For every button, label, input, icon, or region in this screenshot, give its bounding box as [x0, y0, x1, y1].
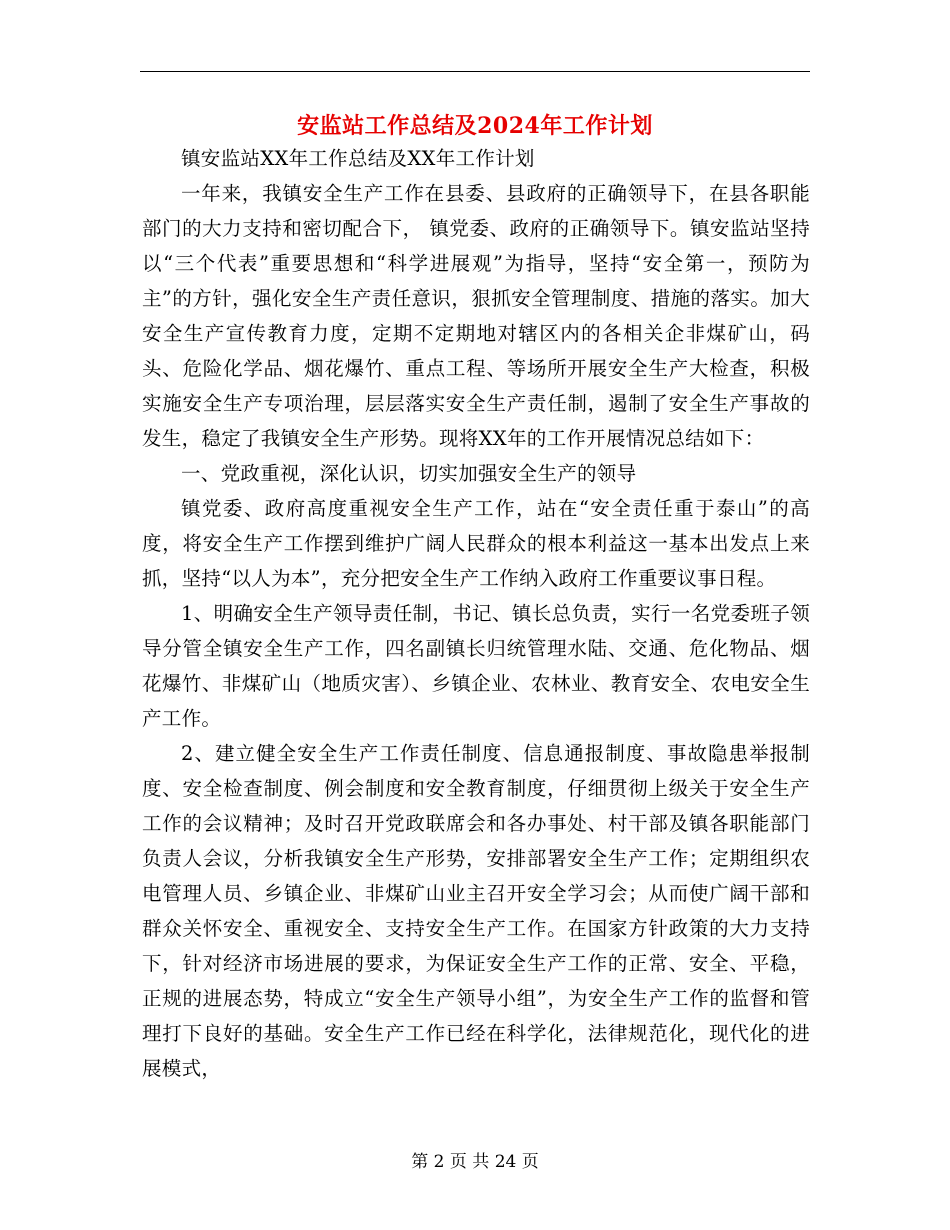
- header-rule: [140, 71, 810, 72]
- paragraph-item-2: 2、建立健全安全生产工作责任制度、信息通报制度、事故隐患举报制度、安全检查制度、例会制度和安全教育制度，仔细贯彻上级关于安全生产工作的会议精神；及时召开党政联席会和各办事处、村干部及镇各职能部门负责人会议，分析我镇安全生产形势，安排部署安全生产工作；定期组织农电管理人员、乡镇企业、非煤矿山业主召开安全学习会；从而使广阔干部和群众关怀安全、重视安全、支持安全生产工作。在国家方针政策的大力支持下，针对经济市场进展的要求，为保证安全生产工作的正常、安全、平稳，正规的进展态势，特成立“安全生产领导小组”，为安全生产工作的监督和管理打下良好的基础。安全生产工作已经在科学化，法律规范化，现代化的进展模式，: [142, 742, 810, 1080]
- paragraph-intro: 一年来，我镇安全生产工作在县委、县政府的正确领导下，在县各职能部门的大力支持和密切配合下， 镇党委、政府的正确领导下。镇安监站坚持以“三个代表”重要思想和“科学进展观”为指导，坚持“安全第一，预防为主”的方针，强化安全生产责任意识，狠抓安全管理制度、措施的落实。加大安全生产宣传教育力度，定期不定期地对辖区内的各相关企非煤矿山，码头、危险化学品、烟花爆竹、重点工程、等场所开展安全生产大检查，积极实施安全生产专项治理，层层落实安全生产责任制，遏制了安全生产事故的发生，稳定了我镇安全生产形势。现将XX年的工作开展情况总结如下：: [142, 182, 810, 450]
- paragraph-heading-1: 一、党政重视，深化认识，切实加强安全生产的领导: [181, 462, 637, 485]
- page-number-footer: 第 2 页 共 24 页: [411, 1152, 539, 1172]
- document-title: 安监站工作总结及2024年工作计划: [297, 113, 653, 139]
- paragraph-item-1: 1、明确安全生产领导责任制，书记、镇长总负责，实行一名党委班子领导分管全镇安全生产工作，四名副镇长归统管理水陆、交通、危化物品、烟花爆竹、非煤矿山（地质灾害）、乡镇企业、农林业、教育安全、农电安全生产工作。: [142, 602, 810, 730]
- paragraph-leadership: 镇党委、政府高度重视安全生产工作，站在“安全责任重于泰山”的高度，将安全生产工作摆到维护广阔人民群众的根本利益这一基本出发点上来抓，坚持“以人为本”，充分把安全生产工作纳入政府工作重要议事日程。: [142, 497, 810, 590]
- paragraph-subtitle: 镇安监站XX年工作总结及XX年工作计划: [181, 147, 535, 170]
- document-body: [142, 141, 810, 1086]
